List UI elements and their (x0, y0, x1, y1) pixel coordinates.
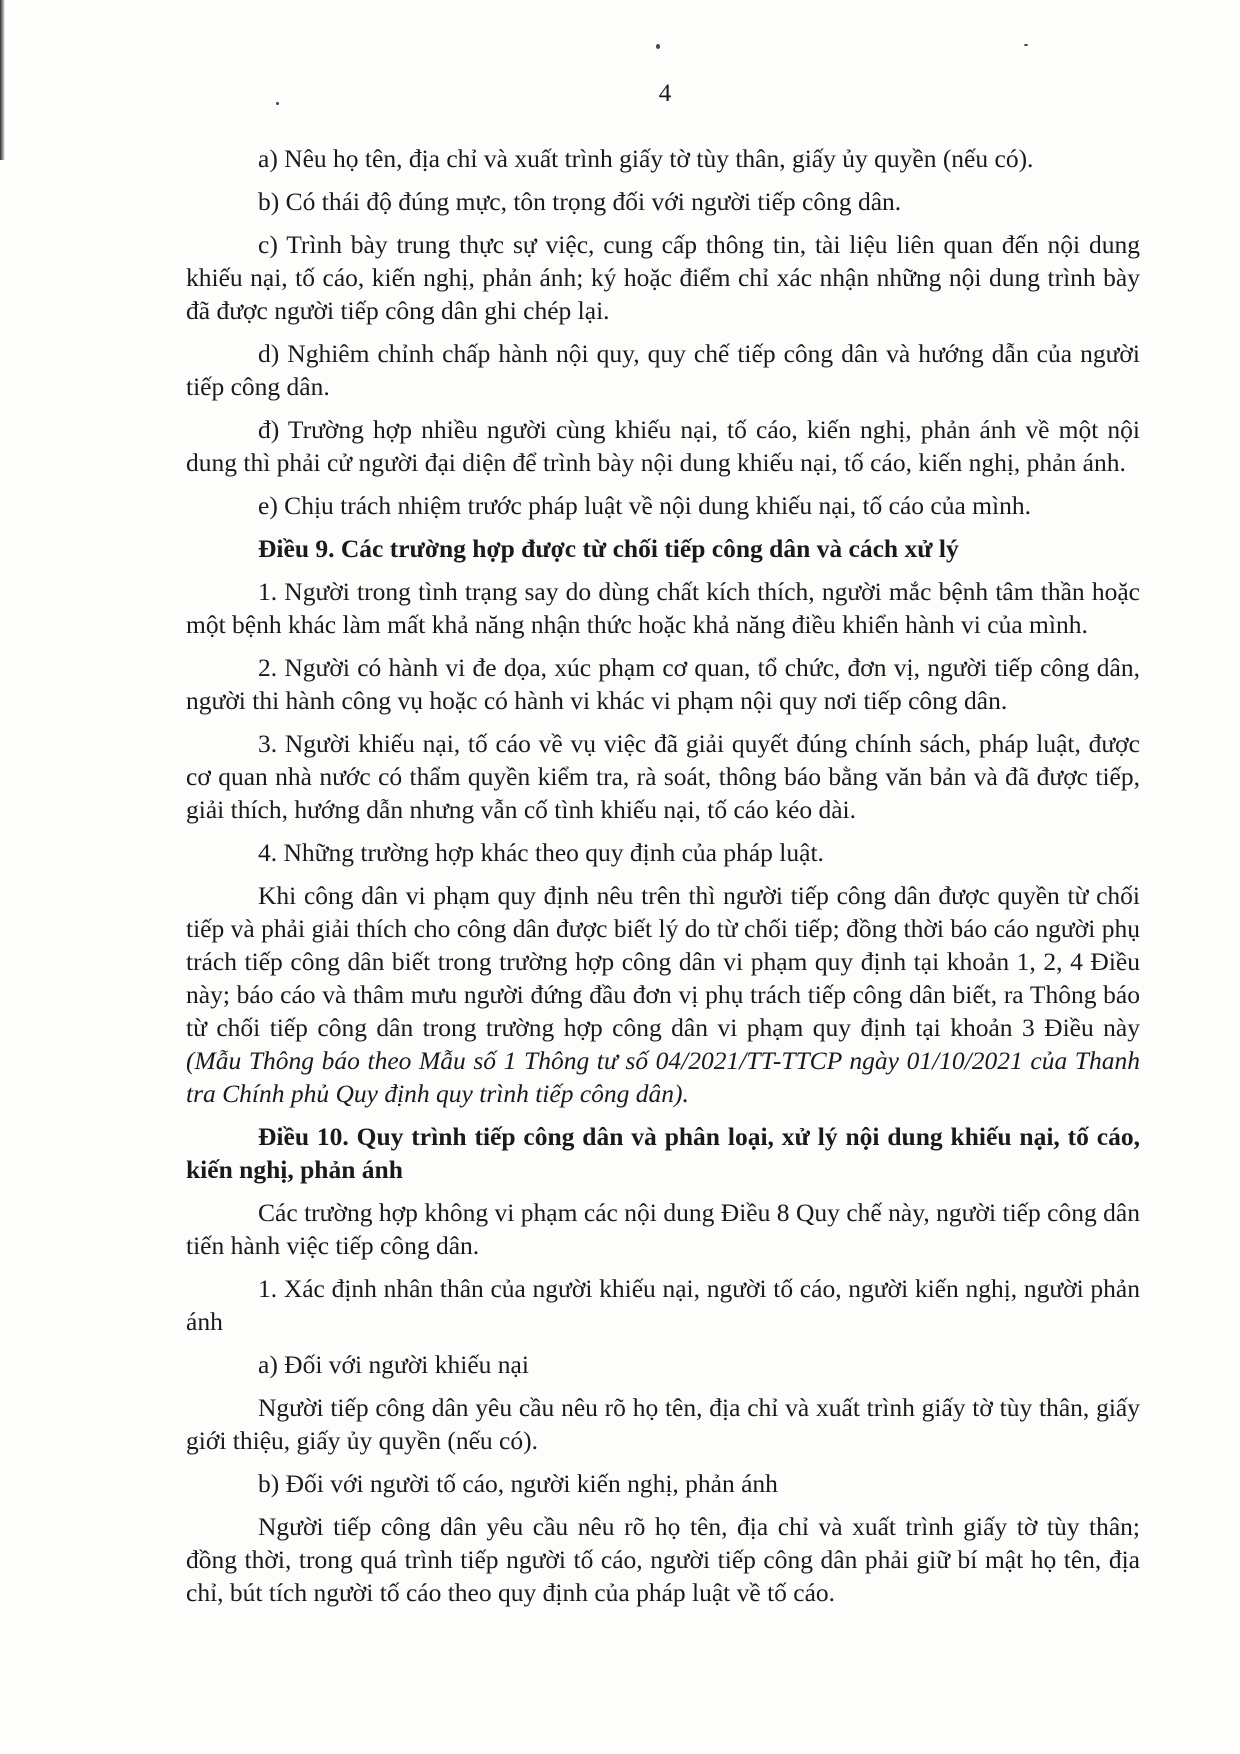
paragraph-clause-b: b) Có thái độ đúng mực, tôn trọng đối với người tiếp công dân. (258, 187, 902, 216)
paragraph-identity-1: 1. Xác định nhân thân của người khiếu nại, người tố cáo, người kiến nghị, người phản ánh (186, 1274, 1140, 1336)
article-9-heading: Điều 9. Các trường hợp được từ chối tiếp công dân và cách xử lý (258, 534, 959, 563)
scan-speck (656, 44, 660, 49)
paragraph-clause-d: d) Nghiêm chỉnh chấp hành nội quy, quy chế tiếp công dân và hướng dẫn của người tiếp công dân. (186, 339, 1140, 401)
paragraph-item-3: 3. Người khiếu nại, tố cáo về vụ việc đã giải quyết đúng chính sách, pháp luật, được cơ quan nhà nước có thẩm quyền kiểm tra, rà soát, thông báo bằng văn bản và đã được tiếp, giải thích, hướng dẫn nhưng vẫn cố tình khiếu nại, tố cáo kéo dài. (186, 729, 1140, 824)
paragraph-denouncer-body: Người tiếp công dân yêu cầu nêu rõ họ tên, địa chỉ và xuất trình giấy tờ tùy thân; đồng thời, trong quá trình tiếp người tố cáo, người tiếp công dân phải giữ bí mật họ tên, địa chỉ, bút tích người tố cáo theo quy định của pháp luật về tố cáo. (186, 1512, 1140, 1607)
paragraph-complainant-heading: a) Đối với người khiếu nại (258, 1350, 529, 1379)
paragraph-clause-a: a) Nêu họ tên, địa chỉ và xuất trình giấy tờ tùy thân, giấy ủy quyền (nếu có). (258, 144, 1034, 173)
document-body (186, 142, 1140, 1619)
paragraph-item-1: 1. Người trong tình trạng say do dùng chất kích thích, người mắc bệnh tâm thần hoặc một bệnh khác làm mất khả năng nhận thức hoặc khả năng điều khiển hành vi của mình. (186, 577, 1140, 639)
refusal-procedure-text: Khi công dân vi phạm quy định nêu trên thì người tiếp công dân được quyền từ chối tiếp và phải giải thích cho công dân được biết lý do từ chối tiếp; đồng thời báo cáo người phụ trách tiếp công dân biết trong trường hợp công dân vi phạm quy định tại khoản 1, 2, 4 Điều này; báo cáo và thâm mưu người đứng đầu đơn vị phụ trách tiếp công dân biết, ra Thông báo từ chối tiếp công dân trong trường hợp công dân vi phạm quy định tại khoản 3 Điều này (186, 881, 1140, 1042)
paragraph-item-4: 4. Những trường hợp khác theo quy định của pháp luật. (258, 838, 824, 867)
page-number: 4 (658, 80, 672, 107)
article-10-heading: Điều 10. Quy trình tiếp công dân và phân loại, xử lý nội dung khiếu nại, tố cáo, kiến nghị, phản ánh (186, 1122, 1140, 1184)
paragraph-item-2: 2. Người có hành vi đe dọa, xúc phạm cơ quan, tổ chức, đơn vị, người tiếp công dân, người thi hành công vụ hoặc có hành vi khác vi phạm nội quy nơi tiếp công dân. (186, 653, 1140, 715)
paragraph-clause-c: c) Trình bày trung thực sự việc, cung cấp thông tin, tài liệu liên quan đến nội dung khiếu nại, tố cáo, kiến nghị, phản ánh; ký hoặc điểm chỉ xác nhận những nội dung trình bày đã được người tiếp công dân ghi chép lại. (186, 230, 1140, 325)
scan-speck (1024, 44, 1028, 46)
form-reference-note: (Mẫu Thông báo theo Mẫu số 1 Thông tư số 04/2021/TT-TTCP ngày 01/10/2021 của Thanh tra Chính phủ Quy định quy trình tiếp công dân). (186, 1046, 1140, 1108)
paragraph-complainant-body: Người tiếp công dân yêu cầu nêu rõ họ tên, địa chỉ và xuất trình giấy tờ tùy thân, giấy giới thiệu, giấy ủy quyền (nếu có). (186, 1393, 1140, 1455)
paragraph-intro: Các trường hợp không vi phạm các nội dung Điều 8 Quy chế này, người tiếp công dân tiến hành việc tiếp công dân. (186, 1198, 1140, 1260)
paragraph-denouncer-heading: b) Đối với người tố cáo, người kiến nghị, phản ánh (258, 1469, 778, 1498)
paragraph-clause-dd: đ) Trường hợp nhiều người cùng khiếu nại, tố cáo, kiến nghị, phản ánh về một nội dung thì phải cử người đại diện để trình bày nội dung khiếu nại, tố cáo, kiến nghị, phản ánh. (186, 415, 1140, 477)
paragraph-refusal-procedure (186, 879, 1140, 1110)
paragraph-clause-e: e) Chịu trách nhiệm trước pháp luật về nội dung khiếu nại, tố cáo của mình. (258, 491, 1031, 520)
